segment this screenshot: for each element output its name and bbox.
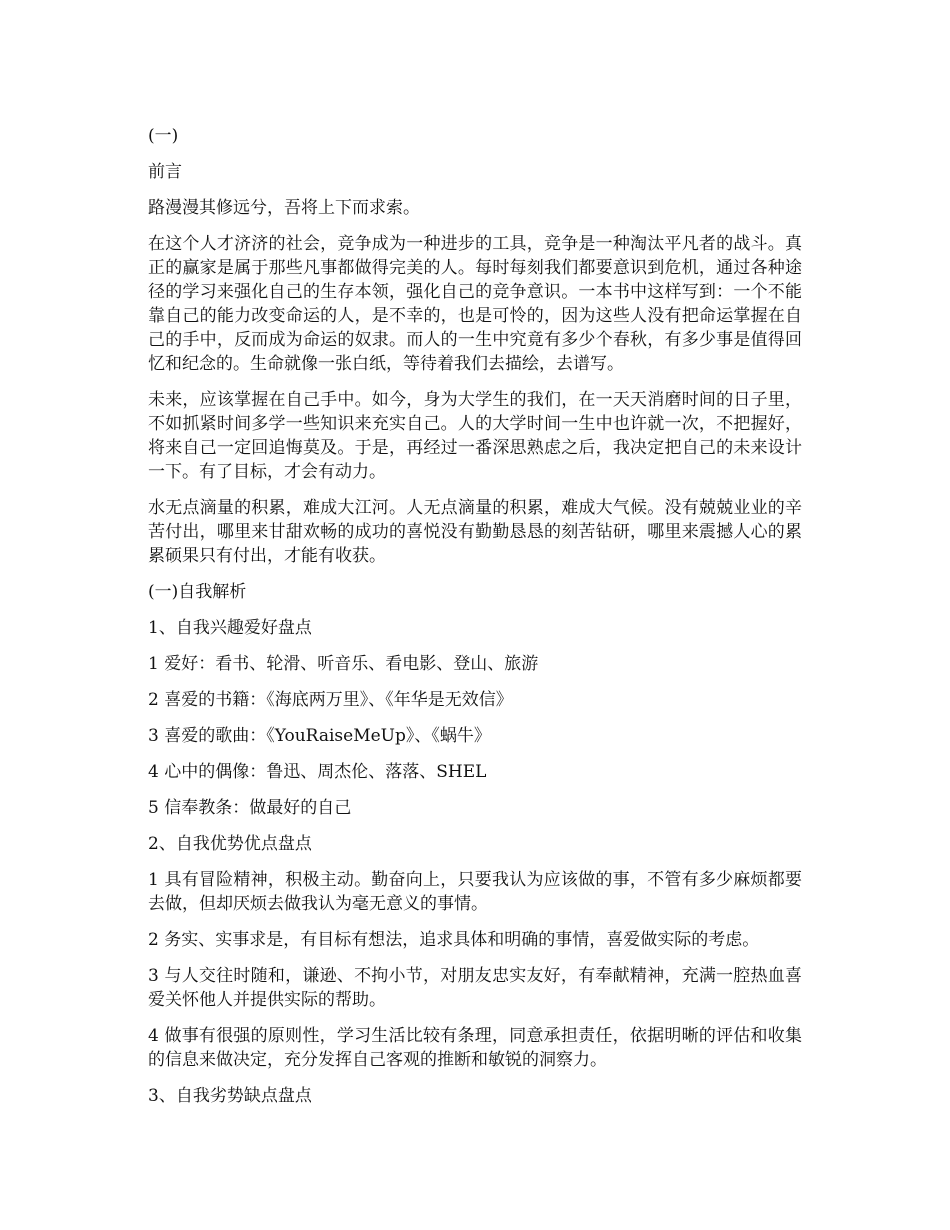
list-item-books: 2 喜爱的书籍：《海底两万里》、《年华是无效信》 xyxy=(148,690,513,710)
body-paragraph-competition: 在这个人才济济的社会，竞争成为一种进步的工具，竞争是一种淘汰平凡者的战斗。真正的赢家是属于那些凡事都做得完美的人。每时每刻我们都要意识到危机，通过各种途径的学习来强化自己的生存本领，强化自己的竞争意识。一本书中这样写到：一个不能靠自己的能力改变命运的人，是不幸的，也是可怜的，因为这些人没有把命运掌握在自己的手中，反而成为命运的奴隶。而人的一生中究竟有多少个春秋，有多少事是值得回忆和纪念的。生命就像一张白纸，等待着我们去描绘，去谱写。 xyxy=(148,234,802,374)
heading-preface: 前言 xyxy=(148,162,182,182)
heading-interests: 1、自我兴趣爱好盘点 xyxy=(148,618,312,638)
heading-strengths: 2、自我优势优点盘点 xyxy=(148,834,312,854)
strength-item-1: 1 具有冒险精神，积极主动。勤奋向上，只要我认为应该做的事，不管有多少麻烦都要去做，但却厌烦去做我认为毫无意义的事情。 xyxy=(148,870,802,914)
body-paragraph-future: 未来，应该掌握在自己手中。如今，身为大学生的我们，在一天天消磨时间的日子里，不如抓紧时间多学一些知识来充实自己。人的大学时间一生中也许就一次，不把握好，将来自己一定回追悔莫及。于是，再经过一番深思熟虑之后，我决定把自己的未来设计一下。有了目标，才会有动力。 xyxy=(148,390,802,482)
strength-item-3: 3 与人交往时随和，谦逊、不拘小节，对朋友忠实友好，有奉献精神，充满一腔热血喜爱关怀他人并提供实际的帮助。 xyxy=(148,966,802,1010)
list-item-hobbies: 1 爱好：看书、轮滑、听音乐、看电影、登山、旅游 xyxy=(148,654,539,674)
section-marker: (一) xyxy=(148,126,179,146)
heading-self-analysis: (一)自我解析 xyxy=(148,582,247,602)
strength-item-4: 4 做事有很强的原则性，学习生活比较有条理，同意承担责任，依据明晰的评估和收集的信息来做决定，充分发挥自己客观的推断和敏锐的洞察力。 xyxy=(148,1026,802,1070)
body-paragraph-accumulation: 水无点滴量的积累，难成大江河。人无点滴量的积累，难成大气候。没有兢兢业业的辛苦付出，哪里来甘甜欢畅的成功的喜悦没有勤勤恳恳的刻苦钻研，哪里来震撼人心的累累硕果只有付出，才能有收获。 xyxy=(148,498,802,566)
strength-item-2: 2 务实、实事求是，有目标有想法，追求具体和明确的事情，喜爱做实际的考虑。 xyxy=(148,930,760,950)
epigraph: 路漫漫其修远兮，吾将上下而求索。 xyxy=(148,198,420,218)
list-item-motto: 5 信奉教条：做最好的自己 xyxy=(148,798,352,818)
heading-weaknesses: 3、自我劣势缺点盘点 xyxy=(148,1086,312,1106)
list-item-idols: 4 心中的偶像：鲁迅、周杰伦、落落、SHEL xyxy=(148,762,487,782)
list-item-songs: 3 喜爱的歌曲：《YouRaiseMeUp》、《蜗牛》 xyxy=(148,726,491,746)
